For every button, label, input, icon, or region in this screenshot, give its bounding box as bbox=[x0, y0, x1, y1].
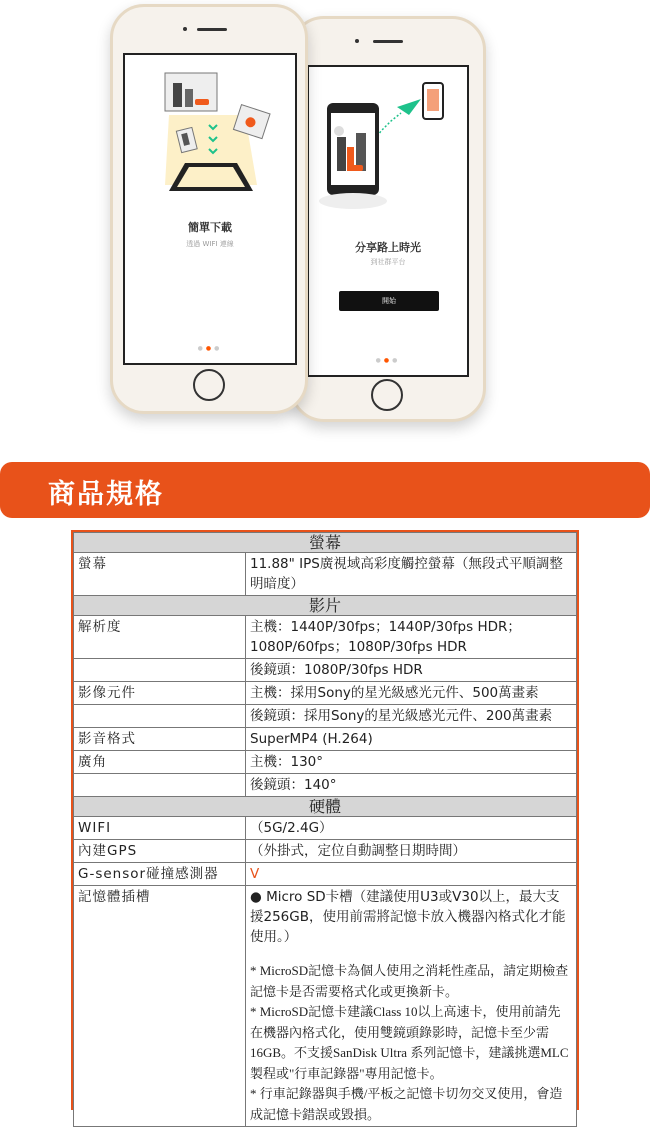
speaker-slot bbox=[373, 40, 403, 43]
empty-cell bbox=[74, 659, 246, 682]
screen-label: 螢幕 bbox=[74, 553, 246, 596]
spec-table bbox=[73, 532, 577, 1127]
section-row bbox=[74, 533, 577, 553]
banner-title: 商品規格 bbox=[48, 479, 164, 510]
screen-value: 11.88" IPS廣視域高彩度觸控螢幕（無段式平順調整明暗度） bbox=[246, 553, 577, 596]
gps-value: （外掛式，定位自動調整日期時間） bbox=[246, 840, 577, 863]
resolution-label: 解析度 bbox=[74, 616, 246, 659]
start-button[interactable]: 開始 bbox=[339, 291, 439, 311]
phone-right-screen bbox=[307, 65, 469, 377]
section-header-video: 影片 bbox=[74, 596, 577, 616]
table-row bbox=[74, 616, 577, 659]
angle-label: 廣角 bbox=[74, 751, 246, 774]
table-row bbox=[74, 682, 577, 705]
gps-label: 內建GPS bbox=[74, 840, 246, 863]
table-row bbox=[74, 728, 577, 751]
memory-note-2: * MicroSD記憶卡建議Class 10以上高速卡，使用前請先在機器內格式化，使用雙鏡頭錄影時，記憶卡至少需16GB。不支援SanDisk Ultra 系列記憶卡，建議挑選MLC製程或"行車記錄器"專用記憶卡。 bbox=[250, 1004, 569, 1081]
right-screen-subtitle: 到社群平台 bbox=[370, 258, 406, 266]
home-button[interactable] bbox=[193, 369, 225, 401]
wifi-value: （5G/2.4G） bbox=[246, 817, 577, 840]
memory-note-3: * 行車記錄器與手機/平板之記憶卡切勿交叉使用，會造成記憶卡錯誤或毀損。 bbox=[250, 1086, 563, 1122]
left-screen-title: 簡單下載 bbox=[188, 221, 232, 234]
pager-dots: ●●● bbox=[375, 357, 401, 364]
section-header-hardware: 硬體 bbox=[74, 797, 577, 817]
sensor-label: 影像元件 bbox=[74, 682, 246, 705]
table-row bbox=[74, 705, 577, 728]
section-row bbox=[74, 797, 577, 817]
memory-note-1: * MicroSD記憶卡為個人使用之消耗性產品，請定期檢查記憶卡是否需要格式化或更換新卡。 bbox=[250, 963, 569, 999]
section-row bbox=[74, 596, 577, 616]
resolution-main: 主機：1440P/30fps；1440P/30fps HDR；1080P/60fps；1080P/30fps HDR bbox=[246, 616, 577, 659]
gsensor-label: G-sensor碰撞感測器 bbox=[74, 863, 246, 886]
speaker-slot bbox=[197, 28, 227, 31]
table-row bbox=[74, 840, 577, 863]
table-row bbox=[74, 886, 577, 1127]
spacer bbox=[250, 947, 572, 961]
table-row bbox=[74, 553, 577, 596]
camera-dot bbox=[183, 27, 187, 31]
memory-cell bbox=[246, 886, 577, 1127]
resolution-rear: 後鏡頭：1080P/30fps HDR bbox=[246, 659, 577, 682]
memory-label: 記憶體插槽 bbox=[74, 886, 246, 1127]
phone-left-screen bbox=[123, 53, 297, 365]
angle-main: 主機：130° bbox=[246, 751, 577, 774]
phone-left bbox=[110, 4, 308, 414]
table-row bbox=[74, 774, 577, 797]
share-illustration bbox=[309, 67, 467, 217]
table-row bbox=[74, 659, 577, 682]
spec-banner bbox=[0, 462, 650, 518]
format-value: SuperMP4 (H.264) bbox=[246, 728, 577, 751]
phones-illustration bbox=[0, 0, 650, 430]
gsensor-value: V bbox=[246, 863, 577, 886]
format-label: 影音格式 bbox=[74, 728, 246, 751]
empty-cell bbox=[74, 774, 246, 797]
pager-dots: ●●● bbox=[197, 345, 223, 352]
camera-dot bbox=[355, 39, 359, 43]
left-screen-subtitle: 透過 WIFI 連線 bbox=[186, 240, 234, 248]
table-row bbox=[74, 817, 577, 840]
section-header-screen: 螢幕 bbox=[74, 533, 577, 553]
home-button[interactable] bbox=[371, 379, 403, 411]
right-screen-title: 分享路上時光 bbox=[355, 241, 421, 254]
wifi-label: WIFI bbox=[74, 817, 246, 840]
sensor-rear: 後鏡頭：採用Sony的星光級感光元件、200萬畫素 bbox=[246, 705, 577, 728]
spec-table-frame bbox=[71, 530, 579, 1122]
table-row bbox=[74, 863, 577, 886]
empty-cell bbox=[74, 705, 246, 728]
download-illustration bbox=[125, 55, 295, 205]
angle-rear: 後鏡頭：140° bbox=[246, 774, 577, 797]
sensor-main: 主機：採用Sony的星光級感光元件、500萬畫素 bbox=[246, 682, 577, 705]
phone-right bbox=[290, 16, 486, 422]
memory-value: ● Micro SD卡槽（建議使用U3或V30以上，最大支援256GB，使用前需將記憶卡放入機器內格式化才能使用。） bbox=[250, 889, 566, 945]
table-row bbox=[74, 751, 577, 774]
